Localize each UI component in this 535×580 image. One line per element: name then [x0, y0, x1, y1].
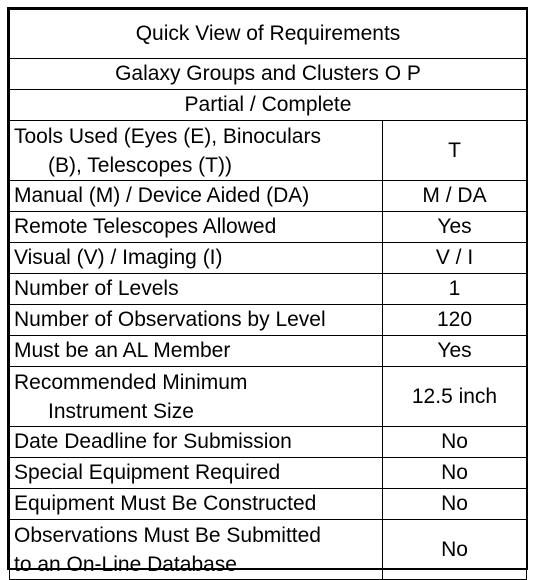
row-label: Visual (V) / Imaging (I): [10, 243, 383, 274]
row-value: Yes: [383, 336, 527, 367]
row-label: Date Deadline for Submission: [10, 427, 383, 458]
table-row: [10, 305, 527, 336]
title-row: [10, 10, 527, 59]
row-label: Number of Levels: [10, 274, 383, 305]
row-label: [10, 121, 383, 181]
row-value: No: [383, 458, 527, 489]
row-value: No: [383, 489, 527, 520]
table-row: [10, 427, 527, 458]
table-row: [10, 489, 527, 520]
table-row: [10, 181, 527, 212]
table-row: [10, 336, 527, 367]
row-value: V / I: [383, 243, 527, 274]
row-label-line2: Instrument Size: [48, 399, 194, 423]
row-label-line1: Recommended Minimum: [14, 370, 248, 394]
table-row: [10, 243, 527, 274]
requirements-table: [9, 9, 527, 580]
program-row: [10, 59, 527, 90]
status-row: [10, 90, 527, 121]
table-row: [10, 274, 527, 305]
row-label: Remote Telescopes Allowed: [10, 212, 383, 243]
row-value: T: [383, 121, 527, 181]
row-label: Equipment Must Be Constructed: [10, 489, 383, 520]
table-row: [10, 458, 527, 489]
row-label-line1: Observations Must Be Submitted: [14, 523, 321, 547]
table-row: [10, 121, 527, 181]
row-value: 120: [383, 305, 527, 336]
row-value: 12.5 inch: [383, 367, 527, 427]
row-value: No: [383, 427, 527, 458]
row-label-line1: Tools Used (Eyes (E), Binoculars: [14, 124, 321, 148]
row-value: M / DA: [383, 181, 527, 212]
table-row: [10, 367, 527, 427]
row-label: [10, 520, 383, 580]
row-value: No: [383, 520, 527, 580]
row-label: Must be an AL Member: [10, 336, 383, 367]
row-label: Manual (M) / Device Aided (DA): [10, 181, 383, 212]
row-label-line2: (B), Telescopes (T)): [48, 153, 232, 177]
program-name: Galaxy Groups and Clusters O P: [10, 59, 527, 90]
table-row: [10, 520, 527, 580]
row-label: Number of Observations by Level: [10, 305, 383, 336]
row-label-line2: to an On-Line Database: [14, 552, 237, 576]
page-title: Quick View of Requirements: [10, 10, 527, 59]
row-value: Yes: [383, 212, 527, 243]
completion-status: Partial / Complete: [10, 90, 527, 121]
row-label: Special Equipment Required: [10, 458, 383, 489]
row-label: [10, 367, 383, 427]
table-row: [10, 212, 527, 243]
row-value: 1: [383, 274, 527, 305]
